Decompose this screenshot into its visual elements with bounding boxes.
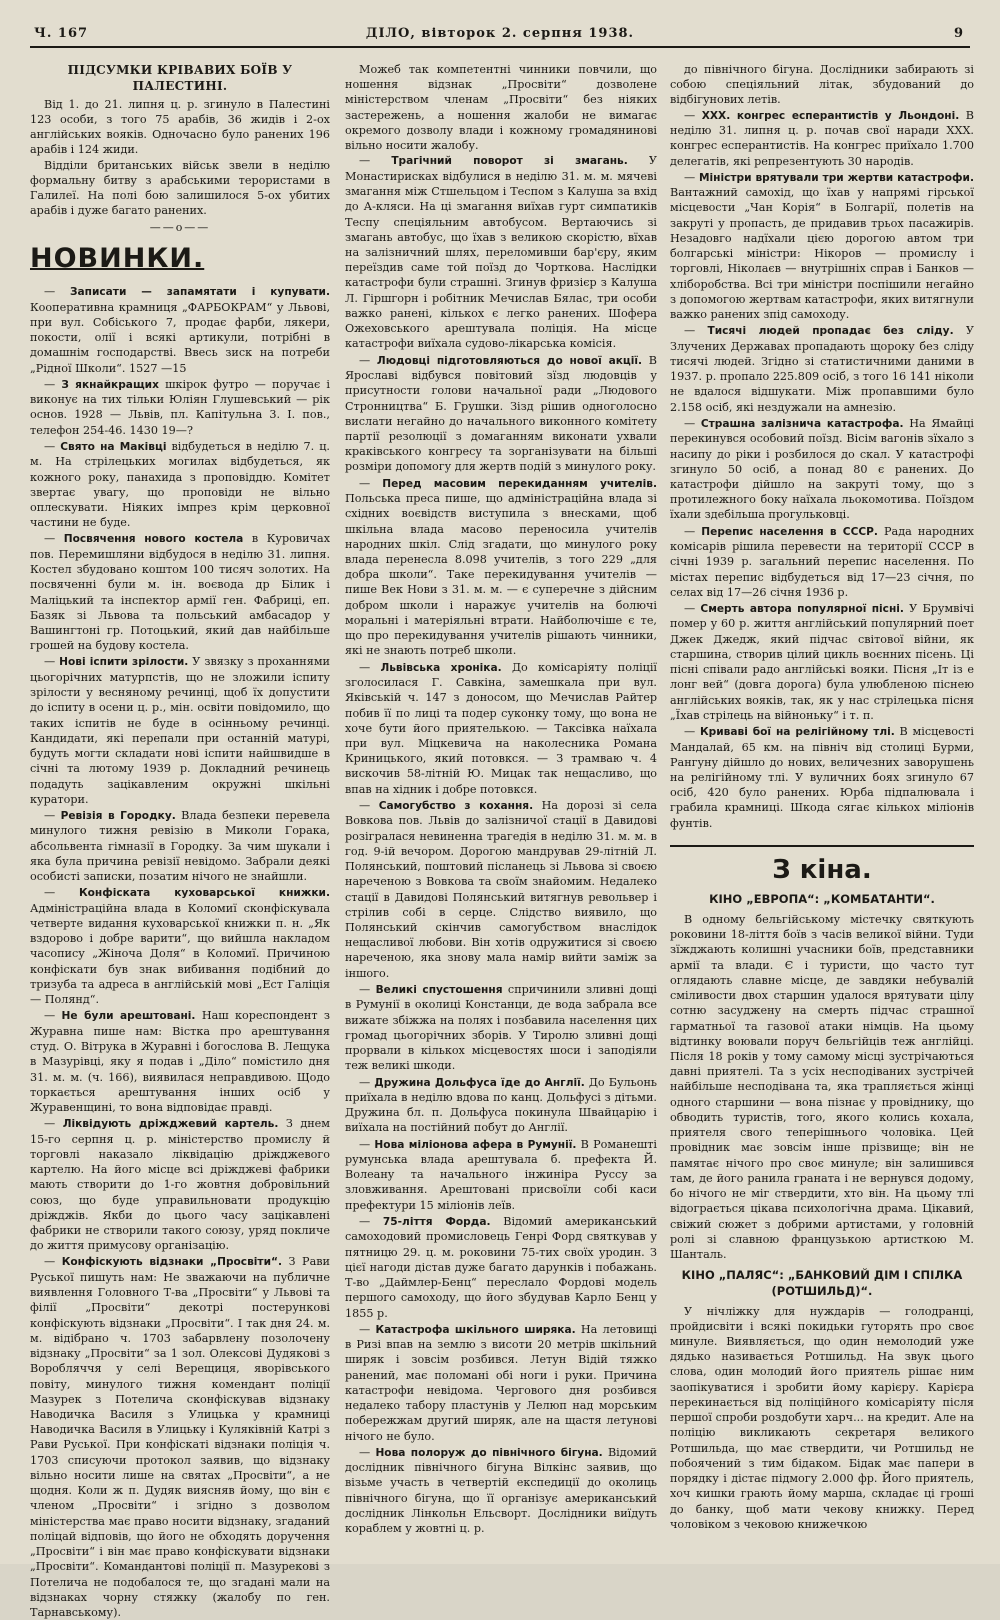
news-item-text: відбудеться в неділю 7. ц. м. На стрілецьких могилах відбудеться, як кожного року, панахида з проповіддю. Комітет звертає увагу, що проповіди не вільно оплескувати. Ніяких імпрез крім церковної частини не буде.	[30, 439, 330, 530]
news-item-lead: Дружина Дольфуса їде до Англії.	[374, 1076, 585, 1089]
news-item-lead: Не були арештовані.	[61, 1010, 196, 1023]
section-rule	[670, 845, 974, 847]
column-3	[670, 62, 974, 1542]
news-item: — Смерть автора популярної пісні. У Брумвічі помер у 60 р. життя англійський популярний поет Джек Джедж, який підчас світової війни, як старшина, створив цілий цикль воєнних пісень. Ці пісні співали радо англійські вояки. Пісня „Іт із е лонг вей“ (довга дорога) була улюбленою піснею англійських вояків, так, як у нас стрілецька пісня „Їхав стрілець на війноньку“ і т. п.	[670, 602, 974, 722]
news-item-text: До комісаріяту поліції зголосилася Г. Савкіна, замешкала при вул. Яківській ч. 147 з доносом, що Мечислав Райтер побив її по лиці та подер суконку тому, що вона не хоче бути його приятелькою. — Таксівка наїхала при вул. Міцкевича на наколесника Романа Криницького, який потовкся. — З трамваю ч. 4 вискочив 58-літній Ю. Мицак так нещасливо, що впав на хідник і добре потовкся.	[345, 660, 657, 796]
news-items-col1	[30, 284, 330, 1620]
news-item-text: В Ярославі відбувся повітовий зїзд людовців у присутности голови начальної ради „Людового Стронництва“ Б. Грушки. Зізд рішив одноголосно вислати негайно до начального виконного комітету партії резолюції з домаганням виконати ухвали краківського конгресу та зорганізувати на більші розміри допомогу для жертв подій з минулого року.	[345, 353, 657, 474]
news-item-lead: Перепис населення в СССР.	[701, 525, 878, 538]
palestine-headline: ПІДСУМКИ КРІВАВИХ БОЇВ У ПАЛЕСТИНІ.	[67, 63, 293, 94]
news-item-lead: Записати — запамятати і купувати.	[69, 286, 330, 299]
news-item-lead: Людовці підготовляються до нової акції.	[376, 354, 643, 367]
news-item-lead: Посвячення нового костела	[63, 533, 244, 546]
news-items-col3	[670, 108, 974, 831]
film-2-review: У нічліжку для нуждарів — голодранці, пройдисвіти і всякі покидьки гуторять про своє минуле. Виявляється, що один немолодий уже дядько називається Ротшильд. На звук цього слова, один молодий його приятель рішає ним заопікуватися і зробити йому карієру. Карієра перекинається від поліційного комісаріяту після першої спроби роздобути харч... на кредит. Але на поліцію викликають секретаря великого Ротшильда, що має ствердити, чи Ротшильд не побоячений з тим бідаком. Бідак має папери в порядку і дістає підмогу 2.000 фр. Його приятель, хоч кишки грають йому марша, складає ці гроші до банку, щоб мати чекову книжку. Перед чоловіком з чековою книжечкою	[670, 1304, 974, 1531]
palestine-paragraph-1: Від 1. до 21. липня ц. р. згинуло в Палестині 123 особи, з того 75 арабів, 36 жидів і 2-ох англійських вояків. Одночасно було ранених 196 арабів і 124 жиди.	[30, 97, 330, 157]
news-item-lead: Конфіскують відзнаки „Просвіти“.	[61, 1256, 282, 1269]
news-item: — Міністри врятували три жертви катастрофи. Вантажний самохід, що їхав у напрямі гірської місцевости „Чан Корія“ в Болгарії, полетів на закруті у пропасть, де придавив трьох пасажирів. Незадовго надїхали цією дорогою автом три болгарські міністри: Нікоров — промислу і торговлі, Ніколаєв — внутрішніх справ і Банков — хліборобства. Всі три міністри поспішили негайно з допомогою жертвам катастрофи, яких витягнули важко ранених зпід самоходу.	[670, 170, 974, 322]
news-item-lead: Смерть автора популярної пісні.	[700, 603, 904, 616]
news-item-lead: Міністри врятували три жертви катастрофи.	[698, 171, 974, 184]
news-item: — 75-ліття Форда. Відомий американський самоходовий промисловець Генрі Форд святкував у пятницю 29. ц. м. роковини 75-тих своїх уродин. З цієї нагоди дістав дуже багато дарунків і побажань. Т-во „Даймлер-Бенц“ переслало Фордові модель першого самоходу, що його збудував Карло Бенц у 1855 р.	[345, 1214, 657, 1320]
news-item-lead: Страшна залізнича катастрофа.	[700, 417, 904, 430]
news-item-lead: Перед масовим перекиданням учителів.	[382, 477, 658, 490]
palestine-paragraph-2: Відділи британських військ звели в неділю формальну битву з арабськими терористами в Галилеї. На полі бою залишилося 5-ох убитих арабів і дуже багато ранених.	[30, 158, 330, 218]
col2-intro: Можеб так компетентні чинники повчили, що ношення відзнак „Просвіти“ дозволене міністерством членам „Просвіти“ без ніяких застережень, а ношення жалоби не вимагає окремого дозволу влади і кожному громадянинові вільно носити жалобу.	[345, 63, 657, 153]
news-item: — Тисячі людей пропадає без сліду. У Злучених Державах пропадають щороку без сліду тисячі людей. Згідно зі статистичними даними в 1937. р. пропало 225.809 осіб, з того 16 141 ніколи не вдалося відшукати. Між пропавшими було 2.158 осіб, які нездужали на амнезію.	[670, 324, 975, 414]
news-item-text: На летовищі в Ризі впав на землю з висоти 20 метрів шкільний ширяк і зовсім розбився. Летун Відій тяжко ранений, має поломані обі ноги і руки. Причина катастрофи невідома. Чергового дня розбився недалеко табору пластунів у Лелюп над морським побережжам другий ширяк, але на щастя летунові нічого не було.	[345, 1322, 657, 1443]
news-item-text: в Куровичах пов. Перемишляни відбудося в неділю 31. липня. Костел збудовано коштом 100 тисяч золотих. На посвяченні були м. ін. воєвода др Білик і Маліцький та інспектор армії ген. Фабриці, еп. Базяк зі Львова та польський амбасадор у Вашингтоні гр. Потоцький, який дав найбільше грошей на будову костела.	[30, 532, 331, 653]
news-item: — Нова полоруж до північного бігуна. Відомий дослідник північного бігуна Вілкінс заявив, що візьме участь в четвертій експедиції до околиць північного бігуна, що її організує американський дослідник Лінкольн Ельсворт. Дослідники виїдуть кораблем у жовтні ц. р.	[345, 1445, 657, 1536]
news-item: — Нова міліонова афера в Румунії. В Романешті румунська влада арештувала б. префекта Й. Волеану та начального інжиніра Руссу за зловживання. Арештовані присвоїли собі каси префектури 15 міліонів леїв.	[345, 1137, 657, 1212]
news-item-text: У Монастирисках відбулися в неділю 31. м. м. мячеві змагання між Стшельцом і Теспом з Калуша за вхід до А-кляси. На ці змагання виїхав гурт симпатиків Теспу спеціяльним автобусом. Вертаючись зі змагань автобус, що їхав з великою скорістю, вїхав на залізничний шлях, переломивши бар'єру, яким переїздив саме той поїзд до Чорткова. Наслідки катастрофи були страшні. Згинув фризієр з Калуша Л. Гіршгорн і робітник Мечислав Бялас, три особи важко ранені, кількох є легко ранених. Шофера Ожеховського арештувала поліція. На місце катастрофи виїхала судово-лікарська комісія.	[345, 154, 657, 351]
news-item: — Самогубство з кохання. На дорозі зі села Вовкова пов. Львів до залізничої стації в Давидові розігралася невиненна трагедія в неділю 31. м. м. в год. 9-ій вечором. Дорогою мандрував 29-літній Л. Полянський, поштовий післанець зі Львова зі своєю нареченою з Вовкова та своїм знайомим. Недалеко стації в Давидові Полянський витягнув револьвер і стрілив собі в серце. Слідство виявило, що Полянський скінчив самогубством внаслідок нещасливої любови. Він хотів одружитися зі своєю нареченою, яка знову мала намір вийти заміж за іншого.	[345, 798, 658, 980]
news-item-lead: Нові іспити зрілости.	[59, 656, 189, 669]
news-item-text: Адміністраційна влада в Коломиї сконфіскувала четверте видання куховарської книжки п. н. „Як вздорово і добре варити“, що вийшла накладом часопису „Жіноча Доля“ в Коломиї. Причиною конфіскати був знак вибивання подібний до тризуба та адреса в англійській мові „Ест Галіція — Полянд“.	[30, 901, 330, 1007]
news-item-text: шкірок футро — поручає і виконує на тих тільки Юліян Глушевський — рік основ. 1928 — Львів, пл. Капітульна 3. І. пов., телефон 254-46. 1430 19—?	[30, 377, 331, 437]
news-item-lead: Свято на Маківці	[60, 440, 167, 453]
news-item: — Львівська хроніка. До комісаріяту поліції зголосилася Г. Савкіна, замешкала при вул. Яківській ч. 147 з доносом, що Мечислав Райтер побив її по лиці та подер суконку тому, що вона не хоче бути його приятелькою. — Таксівка наїхала при вул. Міцкевича на наколесника Романа Криницького, який потовкся. — З трамваю ч. 4 вискочив 58-літній Ю. Мицак так нещасливо, що впав на хідник і добре потовкся.	[345, 660, 657, 796]
column-2	[345, 62, 657, 1542]
news-item-lead: 75-ліття Форда.	[382, 1215, 491, 1228]
news-item-text: З днем 15-го серпня ц. р. міністерство промислу й торговлі наказало ліквідацію дріжджевого картелю. На його місце всі дріжджеві фабрики мають створити до 1-го жовтня добровільний союз, що буде управильновати продукцію дріжджів. Якби до цього часу зацікавлені фабрики не створили такого союзу, уряд покличе до життя примусову організацію.	[30, 1117, 331, 1253]
news-item-text: В місцевості Мандалай, 65 км. на північ від столиці Бурми, Рангуну дійшло до нових, величезних заворушень на релігійному тлі. У вуличних боях згинуло 67 осіб, 420 було ранених. Юрба підпалювала і грабила крамниці. Шкода сягає кількох міліонів фунтів.	[670, 725, 974, 830]
masthead: ДІЛО, вівторок 2. серпня 1938.	[365, 26, 635, 41]
news-item: — Свято на Маківці відбудеться в неділю 7. ц. м. На стрілецьких могилах відбудеться, як кожного року, панахида з проповіддю. Комітет звертає увагу, що проповіди не вільно оплескувати. Ніяких імпрез крім церковної частини не буде.	[30, 439, 330, 530]
news-item: — Конфіската куховарської книжки. Адміністраційна влада в Коломиї сконфіскувала четверте видання куховарської книжки п. н. „Як вздорово і добре варити“, що вийшла накладом часопису „Жіноча Доля“ в Коломиї. Причиною конфіскати був знак вибивання подібний до тризуба та адреса в англійській мові „Ест Галіція — Полянд“.	[30, 886, 331, 1007]
news-item-text: В Романешті румунська влада арештувала б. префекта Й. Волеану та начального інжиніра Руссу за зловживання. Арештовані присвоїли собі каси префектури 15 міліонів леїв.	[345, 1137, 657, 1212]
cinema-section-title: З кіна.	[772, 854, 872, 885]
news-item-lead: XXX. конгрес есперантистів у Льондоні.	[701, 109, 960, 122]
news-item: — Страшна залізнича катастрофа. На Ямайці перекинувся особовий поїзд. Вісім вагонів зїхало з насипу до ріки і розбилося до скал. У катастрофі згинуло 50 осіб, а понад 80 є ранених. До катастрофи дійшло на закруті тому, що з протилежного боку наїхала льокомотива. Поїздом їхали здебільша прогульковці.	[670, 416, 974, 522]
news-item-text: З Рави Руської пишуть нам: Не зважаючи на публичне виявлення Головного Т-ва „Просвіти“ у Львові та філії „Просвіти“ декотрі постерункові конфіскують відзнаки „Просвіти“. І так дня 24. м. м. відібрано ч. 1703 забарвлену позолочену відзнаку „Просвіти“ за 1 зол. Олексові Дудякові з Воробляччя у селі Верещиця, яворівського повіту, минулого тижня комендант поліції Мазурек з Потелича сконфіскував відзнаку Наводичка Василя з Улицька у крамниці Наводичка Василя в Улицьку і Куляківній Катрі з Рави Руської. При конфіскаті відзнаки поліція ч. 1703 списуючи протокол заявив, що відзнаку вільно носити лише на святах „Просвіти“, а не щодня. Коли ж п. Дудяк виясняв йому, що він є членом „Просвіти“ і згідно з дозволом міністерства має право носити відзнаку, згаданий поліцай відповів, що його не обходять доручення „Просвіти“ і він має право конфіскувати відзнаки „Просвіти“. Командантові поліції п. Мазурекові з Потелича не подобалося те, що згадані мали на відзнаках чорну стяжку (жалобу по ген. Тарнавському).	[30, 1255, 330, 1620]
news-item-text: спричинили зливні дощі в Румунії в околиці Констанци, де вода забрала все вижате збіжжа на полях і позбавила населення цих громад цьогорічних зборів. У Тиролю зливні дощі прорвали в кількох місцевостях шоси і заподіяли теж великі шкоди.	[345, 982, 658, 1073]
news-item-text: На дорозі зі села Вовкова пов. Львів до залізничої стації в Давидові розігралася невиненна трагедія в неділю 31. м. м. в год. 9-ій вечором. Дорогою мандрував 29-літній Л. Полянський, поштовий післанець зі Львова зі своєю нареченою з Вовкова та своїм знайомим. Недалеко стації в Давидові Полянський витягнув револьвер і стрілив собі в серце. Слідство виявило, що Полянський скінчив самогубством внаслідок нещасливої любови. Він хотів одружитися зі своєю нареченою, яка знову мала намір вийти заміж за іншого.	[345, 798, 658, 980]
issue-number: Ч. 167	[34, 26, 89, 41]
news-item-text: На Ямайці перекинувся особовий поїзд. Вісім вагонів зїхало з насипу до ріки і розбилося до скал. У катастрофі згинуло 50 осіб, а понад 80 є ранених. До катастрофи дійшло на закруті тому, що з протилежного боку наїхала льокомотива. Поїздом їхали здебільша прогульковці.	[670, 416, 974, 522]
news-item-text: Наш кореспондент з Журавна пише нам: Вістка про арештування студ. О. Вітрука в Журавні і богослова В. Лещука в Мазурівці, яку я подав і „Діло“ помістило дня 31. м. м. (ч. 166), виявилася неправдивою. Щодо торкається арештування інших осіб у Журавенщині, то вона відповідає правді.	[30, 1009, 331, 1114]
news-item-text: В неділю 31. липня ц. р. почав свої наради XXX. конгрес есперантистів. На конгрес приїхало 1.700 делегатів, які репрезентують 30 народів.	[670, 108, 974, 168]
news-item-text: Відомий дослідник північного бігуна Вілкінс заявив, що візьме участь в четвертій експедиції до околиць північного бігуна, що її організує американський дослідник Лінкольн Ельсворт. Дослідники виїдуть кораблем у жовтні ц. р.	[345, 1445, 657, 1536]
news-item-lead: Нова полоруж до північного бігуна.	[375, 1446, 603, 1459]
news-item-lead: Ревізія в Городку.	[60, 810, 176, 822]
news-item: — Конфіскують відзнаки „Просвіти“. З Рави Руської пишуть нам: Не зважаючи на публичне виявлення Головного Т-ва „Просвіти“ у Львові та філії „Просвіти“ декотрі постерункові конфіскують відзнаки „Просвіти“. І так дня 24. м. м. відібрано ч. 1703 забарвлену позолочену відзнаку „Просвіти“ за 1 зол. Олексові Дудякові з Воробляччя у селі Верещиця, яворівського повіту, минулого тижня комендант поліції Мазурек з Потелича сконфіскував відзнаку Наводичка Василя з Улицька у крамниці Наводичка Василя в Улицьку і Куляківній Катрі з Рави Руської. При конфіскаті відзнаки поліція ч. 1703 списуючи протокол заявив, що відзнаку вільно носити лише на святах „Просвіти“, а не щодня. Коли ж п. Дудяк виясняв йому, що він є членом „Просвіти“ і згідно з дозволом міністерства має право носити відзнаку, згаданий поліцай відповів, що його не обходять доручення „Просвіти“ і він має право конфіскувати відзнаки „Просвіти“. Командантові поліції п. Мазурекові з Потелича не подобалося те, що згадані мали на відзнаках чорну стяжку (жалобу по ген. Тарнавському).	[30, 1255, 330, 1620]
news-item: — XXX. конгрес есперантистів у Льондоні. В неділю 31. липня ц. р. почав свої наради XXX. конгрес есперантистів. На конгрес приїхало 1.700 делегатів, які репрезентують 30 народів.	[670, 108, 974, 168]
column-1	[30, 62, 331, 1620]
news-item: — Дружина Дольфуса їде до Англії. До Бульонь приїхала в неділю вдова по канц. Дольфусі з дітьми. Дружина бл. п. Дольфуса покинула Швайцарію і виїхала на постійний побут до Англії.	[345, 1075, 658, 1135]
news-item-text: У Брумвічі помер у 60 р. життя англійський популярний поет Джек Джедж, який підчас світової війни, як старшина, створив цілий цикль воєнних пісень. Ці пісні співали радо англійські вояки. Пісня „Іт із е лонг вей“ (довга дорога) була улюбленою піснею англійських вояків, так, як у нас стрілецька пісня „Їхав стрілець на війноньку“ і т. п.	[670, 602, 974, 722]
news-item: — Катастрофа шкільного ширяка. На летовищі в Ризі впав на землю з висоти 20 метрів шкільний ширяк і зовсім розбився. Летун Відій тяжко ранений, має поломані обі ноги і руки. Причина катастрофи невідома. Чергового дня розбився недалеко табору пластунів у Лелюп над морським побережжам другий ширяк, але на щастя летунові нічого не було.	[345, 1322, 657, 1443]
news-item-lead: Великі спустошення	[375, 983, 503, 996]
news-item: — Не були арештовані. Наш кореспондент з Журавна пише нам: Вістка про арештування студ. О. Вітрука в Журавні і богослова В. Лещука в Мазурівці, яку я подав і „Діло“ помістило дня 31. м. м. (ч. 166), виявилася неправдивою. Щодо торкається арештування інших осіб у Журавенщині, то вона відповідає правді.	[30, 1009, 331, 1114]
film-1-review: В одному бельгійському містечку святкують роковини 18-ліття боїв з часів великої війни. Туди зїжджають колишні учасники боїв, представники армії та влади. Є і туристи, що часто тут оглядають славне місце, де завдяки небувалій сміливости двох старшин удалося врятувати цілу сотню засуджену на смерть підчас страшної гарматньої та газової атаки німців. На цьому відтинку воювали поруч бельгійців теж англійці. Після 18 років у тому самому місці зустрічаються давні приятелі. Та з усіх несподіваних зустрічей найбільше несподівана та, яка трапляється жінці одного старшини — вона пізнає у провіднику, що обводить туристів, того, якого колись кохала, приятеля свого теперішнього чоловіка. Цей провідник має зовсім інше прізвище; він не памятає нічого про своє минуле; він залишився там, де його ранила граната і не вернувся додому, бо нічого не міг ствердити, хто він. На цьому тлі відограється цікава психологічна драма. Цікавий, свіжий сюжет з добрими артистами, у головній ролі зі славною французькою артисткою М. Шанталь.	[670, 912, 974, 1262]
news-item-text: Влада безпеки перевела минулого тижня ревізію в Миколи Горака, абсольвента гімназії в Городку. За чим шукали і яка була причина ревізії невідомо. Забрали деякі особисті записки, позатим нічого не знайшли.	[30, 809, 330, 884]
film-2-title: КІНО „ПАЛЯС“: „БАНКОВИЙ ДІМ І СПІЛКА (РОТШИЛЬД)“.	[681, 1268, 963, 1298]
col3-intro: до північного бігуна. Дослідники забирають зі собою спеціяльний літак, збудований до відбігунових летів.	[670, 63, 974, 107]
news-item-lead: Нова міліонова афера в Румунії.	[374, 1138, 577, 1151]
news-item: — Трагічний поворот зі змагань. У Монастирисках відбулися в неділю 31. м. м. мячеві змагання між Стшельцом і Теспом з Калуша за вхід до А-кляси. На ці змагання виїхав гурт симпатиків Теспу спеціяльним автобусом. Вертаючись зі змагань автобус, що їхав з великою скорістю, вїхав на залізничний шлях, переломивши бар'єру, яким переїздив саме той поїзд до Чорткова. Наслідки катастрофи були страшні. Згинув фризієр з Калуша Л. Гіршгорн і робітник Мечислав Бялас, три особи важко ранені, кількох є легко ранених. Шофера Ожеховського арештувала поліція. На місце катастрофи виїхала судово-лікарська комісія.	[345, 154, 657, 351]
news-item: — Людовці підготовляються до нової акції. В Ярославі відбувся повітовий зїзд людовців у присутности голови начальної ради „Людового Стронництва“ Б. Грушки. Зізд рішив одноголосно вислати негайно до начального виконного комітету партії резолюції з домаганням виконати ухвали краківського конгресу та зорганізувати на більші розміри допомогу для жертв подій з минулого року.	[345, 353, 657, 474]
news-item-lead: Трагічний поворот зі змагань.	[391, 155, 628, 168]
news-item-lead: Криваві бої на релігійному тлі.	[699, 726, 895, 739]
news-item-text: Вантажний самохід, що їхав у напрямі гірської місцевости „Чан Корія“ в Болгарії, полетів на закруті у пропасть, де придавив трьох пасажирів. Незадовго надїхали цією дорогою автом три болгарські міністри: Нікоров — промислу і торговлі, Ніколаєв — внутрішніх справ і Банков — хліборобства. Всі три міністри поспішили негайно з допомогою жертвам катастрофи, яких витягнули важко ранених зпід самоходу.	[670, 186, 974, 322]
ornament-divider: ——o——	[149, 220, 211, 234]
news-item-lead: Львівська хроніка.	[380, 661, 502, 674]
news-item-lead: Конфіската куховарської книжки.	[79, 887, 331, 900]
news-item: — Великі спустошення спричинили зливні дощі в Румунії в околиці Констанци, де вода забрала все вижате збіжжа на полях і позбавила населення цих громад цьогорічних зборів. У Тиролю зливні дощі прорвали в кількох місцевостях шоси і заподіяли теж великі шкоди.	[345, 982, 658, 1073]
news-item-lead: З якнайкращих	[61, 378, 159, 391]
news-item: — Перед масовим перекиданням учителів. Польська преса пише, що адміністраційна влада зі східних воєвідств виступила з внесками, щоб шкільна влада масово переносила учителів народних шкіл. Слід згадати, що минулого року влада перенесла 8.098 учителів, з того 229 „для добра школи“. Таке перекидування учителів — пише Век Нови з 31. м. м. — є суперечне з дійсним добром школи і наражує учителів на болючі моральні і матеріяльні втрати. Найболючіше є те, що про перекидування учителів рішають чинники, які не знають потреб школи.	[345, 476, 658, 658]
news-item: — З якнайкращих шкірок футро — поручає і виконує на тих тільки Юліян Глушевський — рік основ. 1928 — Львів, пл. Капітульна 3. І. пов., телефон 254-46. 1430 19—?	[30, 377, 331, 437]
news-item: — Нові іспити зрілости. У звязку з проханнями цьогорічних матурпстів, що не зложили іспиту зрілости у весняному речинці, щоб їх допустити до іспиту в осени ц. р., мін. освіти повідомило, що таких іспитів не буде в осінньому речинці. Кандидати, які перепали при останній матурі, будуть могти складати нові іспити найшвидше в січні та лютому 1939 р. Докладний речинець подадуть зацікавленим окружні шкільні куратори.	[30, 655, 330, 806]
news-item-text: У Злучених Державах пропадають щороку без сліду тисячі людей. Згідно зі статистичними даними в 1937. р. пропало 225.809 осіб, з того 16 141 ніколи не вдалося відшукати. Між пропавшими було 2.158 осіб, які нездужали на амнезію.	[670, 324, 975, 414]
news-item: — Записати — запамятати і купувати. Кооперативна крамниця „ФАРБОКРАМ“ у Львові, при вул. Собіського 7, продає фарби, лякери, покости, олії і всякі артикули, потрібні в домашнім господарстві. Ввесь зиск на потреби „Рідної Школи“. 1527 —15	[30, 285, 330, 375]
news-item-text: До Бульонь приїхала в неділю вдова по канц. Дольфусі з дітьми. Дружина бл. п. Дольфуса покинула Швайцарію і виїхала на постійний побут до Англії.	[345, 1075, 658, 1135]
news-item-text: Кооперативна крамниця „ФАРБОКРАМ“ у Львові, при вул. Собіського 7, продає фарби, лякери, покости, олії і всякі артикули, потрібні в домашнім господарстві. Ввесь зиск на потреби „Рідної Школи“. 1527 —15	[30, 300, 330, 375]
news-item-text: Відомий американський самоходовий промисловець Генрі Форд святкував у пятницю 29. ц. м. роковини 75-тих своїх уродин. З цієї нагоди дістав дуже багато дарунків і побажань. Т-во „Даймлер-Бенц“ переслало Фордові модель першого самоходу, що його збудував Карло Бенц у 1855 р.	[345, 1214, 657, 1320]
page-header	[30, 26, 970, 48]
news-item-lead: Ліквідують дріжджевий картель.	[62, 1118, 279, 1131]
page-number: 9	[953, 26, 964, 41]
news-item-lead: Самогубство з кохання.	[378, 799, 534, 812]
news-item: — Посвячення нового костела в Куровичах пов. Перемишляни відбудося в неділю 31. липня. Костел збудовано коштом 100 тисяч золотих. На посвяченні були м. ін. воєвода др Білик і Маліцький та інспектор армії ген. Фабриці, еп. Базяк зі Львова та польський амбасадор у Вашингтоні гр. Потоцький, який дав найбільше грошей на будову костела.	[30, 532, 331, 653]
news-section-title: НОВИНКИ.	[30, 243, 205, 275]
news-item-lead: Катастрофа шкільного ширяка.	[375, 1323, 576, 1336]
news-item: — Перепис населення в СССР. Рада народних комісарів рішила перевести на території СССР в січні 1939 р. загальний перепис населення. По містах перепис відбудеться від 17—23 січня, по селах від 17—26 січня 1936 р.	[670, 524, 974, 599]
news-item-text: Польська преса пише, що адміністраційна влада зі східних воєвідств виступила з внесками, щоб шкільна влада масово переносила учителів народних шкіл. Слід згадати, що минулого року влада перенесла 8.098 учителів, з того 229 „для добра школи“. Таке перекидування учителів — пише Век Нови з 31. м. м. — є суперечне з дійсним добром школи і наражує учителів на болючі моральні і матеріяльні втрати. Найболючіше є те, що про перекидування учителів рішають чинники, які не знають потреб школи.	[345, 492, 657, 658]
news-item-lead: Тисячі людей пропадає без сліду.	[707, 325, 954, 338]
news-item: — Ліквідують дріжджевий картель. З днем 15-го серпня ц. р. міністерство промислу й торговлі наказало ліквідацію дріжджевого картелю. На його місце всі дріжджеві фабрики мають створити до 1-го жовтня добровільний союз, що буде управильновати продукцію дріжджів. Якби до цього часу зацікавлені фабрики не створили такого союзу, уряд покличе до життя примусову організацію.	[30, 1117, 331, 1253]
news-items-col2	[345, 153, 657, 1536]
news-item-text: У звязку з проханнями цьогорічних матурпстів, що не зложили іспиту зрілости у весняному речинці, щоб їх допустити до іспиту в осени ц. р., мін. освіти повідомило, що таких іспитів не буде в осінньому речинці. Кандидати, які перепали при останній матурі, будуть могти складати нові іспити найшвидше в січні та лютому 1939 р. Докладний речинець подадуть зацікавленим окружні шкільні куратори.	[30, 655, 330, 806]
film-1-title: КІНО „ЕВРОПА“: „КОМБАТАНТИ“.	[709, 892, 935, 907]
news-item: — Криваві бої на релігійному тлі. В місцевості Мандалай, 65 км. на північ від столиці Бурми, Рангуну дійшло до нових, величезних заворушень на релігійному тлі. У вуличних боях згинуло 67 осіб, 420 було ранених. Юрба підпалювала і грабила крамниці. Шкода сягає кількох міліонів фунтів.	[670, 725, 974, 830]
news-item-text: Рада народних комісарів рішила перевести на території СССР в січні 1939 р. загальний перепис населення. По містах перепис відбудеться від 17—23 січня, по селах від 17—26 січня 1936 р.	[670, 524, 974, 599]
news-item: — Ревізія в Городку. Влада безпеки перевела минулого тижня ревізію в Миколи Горака, абсольвента гімназії в Городку. За чим шукали і яка була причина ревізії невідомо. Забрали деякі особисті записки, позатим нічого не знайшли.	[30, 809, 330, 884]
